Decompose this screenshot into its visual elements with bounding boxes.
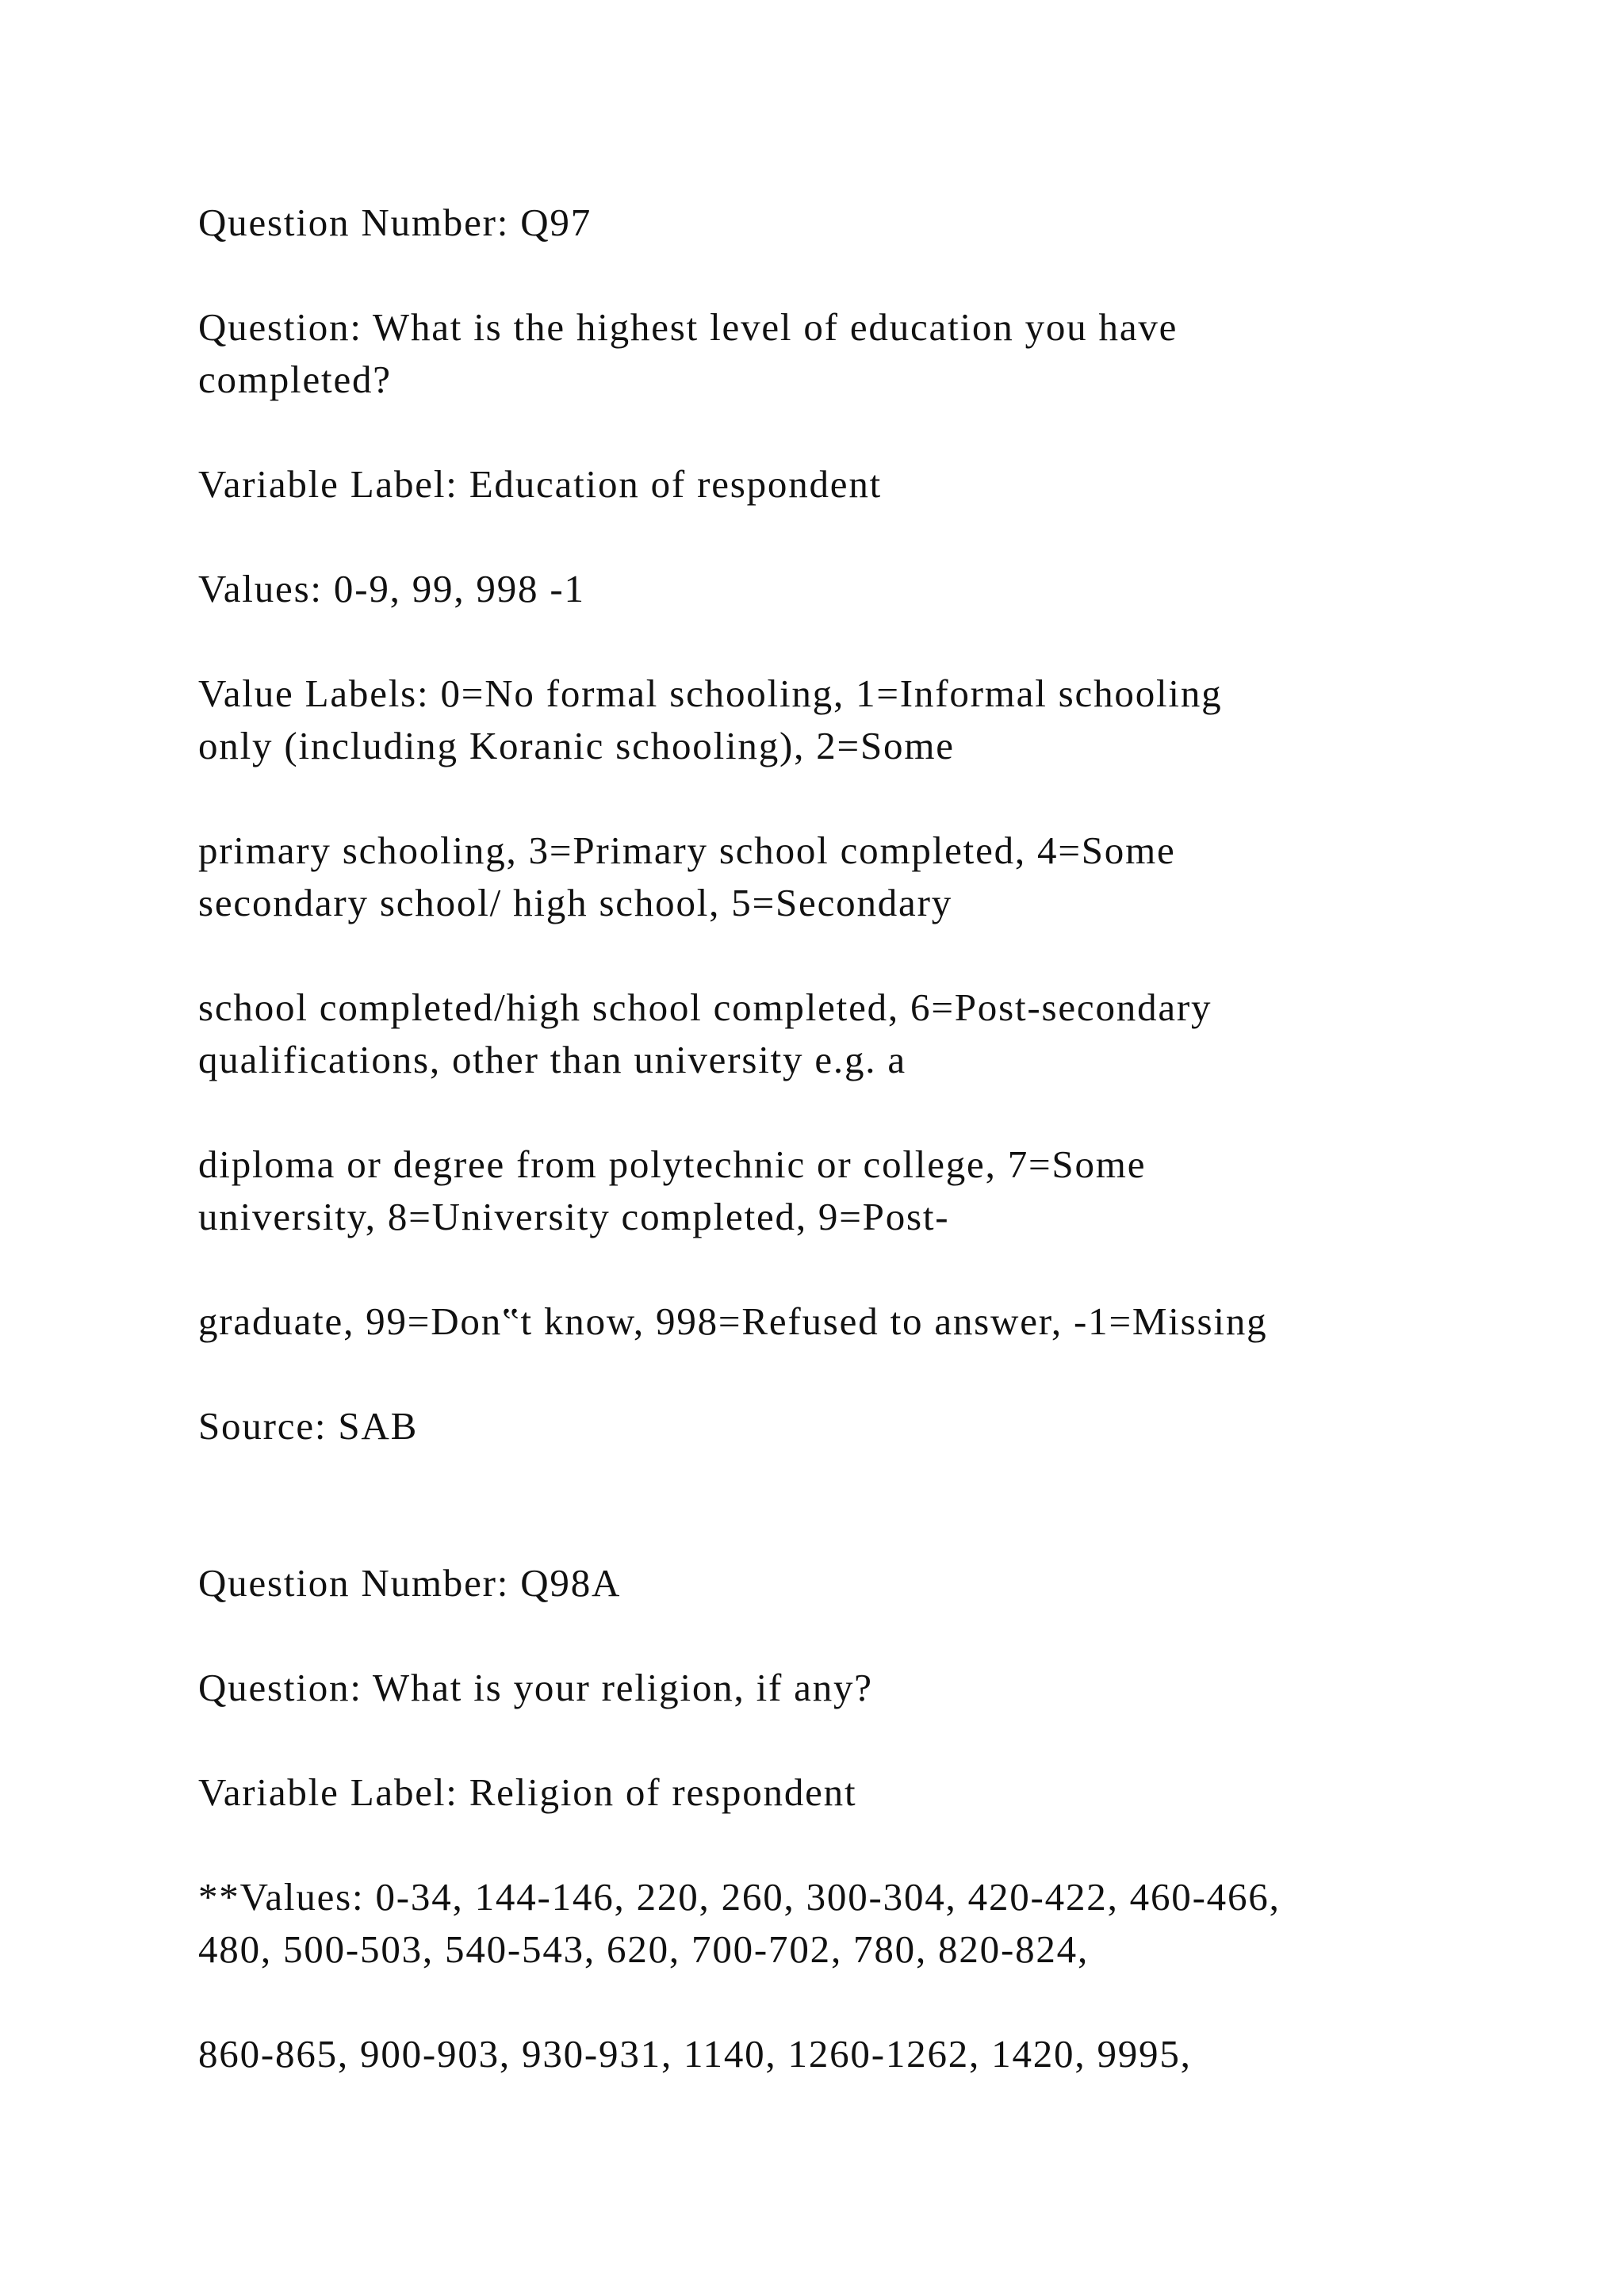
q97-value-labels-line-2: only (including Koranic schooling), 2=Some <box>198 724 955 767</box>
q97-variable-label: Variable Label: Education of respondent <box>198 462 883 506</box>
q97-value-labels-line-1: Value Labels: 0=No formal schooling, 1=Informal schooling <box>198 672 1223 715</box>
q97-question-number: Question Number: Q97 <box>198 201 592 244</box>
q98a-values-line-2: 480, 500-503, 540-543, 620, 700-702, 780, 820-824, <box>198 1927 1090 1971</box>
q97-value-labels-line-9: graduate, 99=Don‟t know, 998=Refused to answer, -1=Missing <box>198 1299 1268 1343</box>
q98a-variable-label: Variable Label: Religion of respondent <box>198 1770 857 1814</box>
q97-value-labels-line-8: university, 8=University completed, 9=Post- <box>198 1195 950 1238</box>
q98a-values-line-3: 860-865, 900-903, 930-931, 1140, 1260-1262, 1420, 9995, <box>198 2032 1192 2076</box>
q97-value-labels-line-5: school completed/high school completed, 6=Post-secondary <box>198 985 1212 1029</box>
q98a-question: Question: What is your religion, if any? <box>198 1666 873 1709</box>
q97-value-labels-line-4: secondary school/ high school, 5=Secondary <box>198 881 953 924</box>
q97-question-line-2: completed? <box>198 358 392 401</box>
q97-value-labels-line-7: diploma or degree from polytechnic or college, 7=Some <box>198 1142 1147 1186</box>
q98a-question-number: Question Number: Q98A <box>198 1561 622 1605</box>
q97-value-labels-line-3: primary schooling, 3=Primary school completed, 4=Some <box>198 828 1176 872</box>
q97-source: Source: SAB <box>198 1404 419 1448</box>
q98a-values-line-1: **Values: 0-34, 144-146, 220, 260, 300-304, 420-422, 460-466, <box>198 1875 1281 1919</box>
q97-values: Values: 0-9, 99, 998 -1 <box>198 567 585 610</box>
q97-question-line-1: Question: What is the highest level of education you have <box>198 305 1178 349</box>
q97-value-labels-line-6: qualifications, other than university e.g. a <box>198 1038 906 1081</box>
